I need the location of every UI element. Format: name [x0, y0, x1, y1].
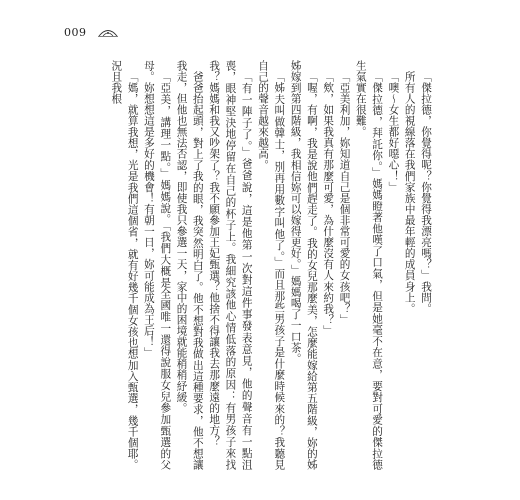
paragraph: 爸爸抬起頭，對上了我的眼，我突然明白了。他不想對我做出這種要求，他不想讓我走，但他也無法否認，即使我只參選一天，家中的困境就能稍稍紓緩。: [175, 60, 204, 470]
paragraph: 「姊夫叫做韓士，別再用數字叫他了。」而且那些男孩子是什麼時候來的？我聽見自己的聲音越來越高。: [257, 60, 286, 470]
paragraph: 「欸，如果我真有那麼可愛，為什麼沒有人來約我？」: [322, 70, 335, 336]
paragraph: 「亞美利加，妳知道自己是個非常可愛的女孩吧？」: [338, 70, 351, 325]
paragraph: 「有一陣子了。」爸爸說，這是他第一次對這件事發表意見，他的聲音有一點沮喪，眼神堅決地停留在自己的杯子上。我細究該他心情低落的原因：有男孩子來找我？媽媽和我又吵架了？我不願參加王妃甄選？他捨不得讓我去那麼遠的地方？: [208, 60, 253, 470]
paragraph: 「噢～女生都好噁心！」: [387, 70, 400, 193]
paragraph: 「傑拉德，你覺得呢？你覺得我漂亮嗎？」我問。: [420, 70, 432, 314]
page-number: 009: [64, 26, 87, 39]
paragraph: 「亞美，講理一點。」媽媽說。「我們大概是全國唯一還得說服女兒參加甄選的父母。妳想想這是多好的機會！有朝一日，妳可能成為王后！」: [142, 60, 172, 470]
ornament-icon: [98, 27, 118, 37]
paragraph: 「傑拉德，拜託你。」媽媽瞪著他嘆了口氣，但是她毫不在意，要對可愛的傑拉德生氣實在很難。: [354, 60, 384, 470]
paragraph: 所有人的視線落在我們家族中最年輕的成員身上。: [403, 70, 416, 314]
paragraph: 「喔，有啊，我是說他們趕走了。我的女兒那麼美，怎麼能嫁給第五階級，妳的姊姊嫁到第四階級，我相信妳可以嫁得更好。」媽媽喝了一口茶。: [289, 60, 318, 470]
paragraph: 「媽，就算我想，光是我們這個省，就有好幾千個女孩也想加入甄選，幾千個耶。況且我根: [110, 60, 139, 470]
body-text: [110, 60, 434, 470]
